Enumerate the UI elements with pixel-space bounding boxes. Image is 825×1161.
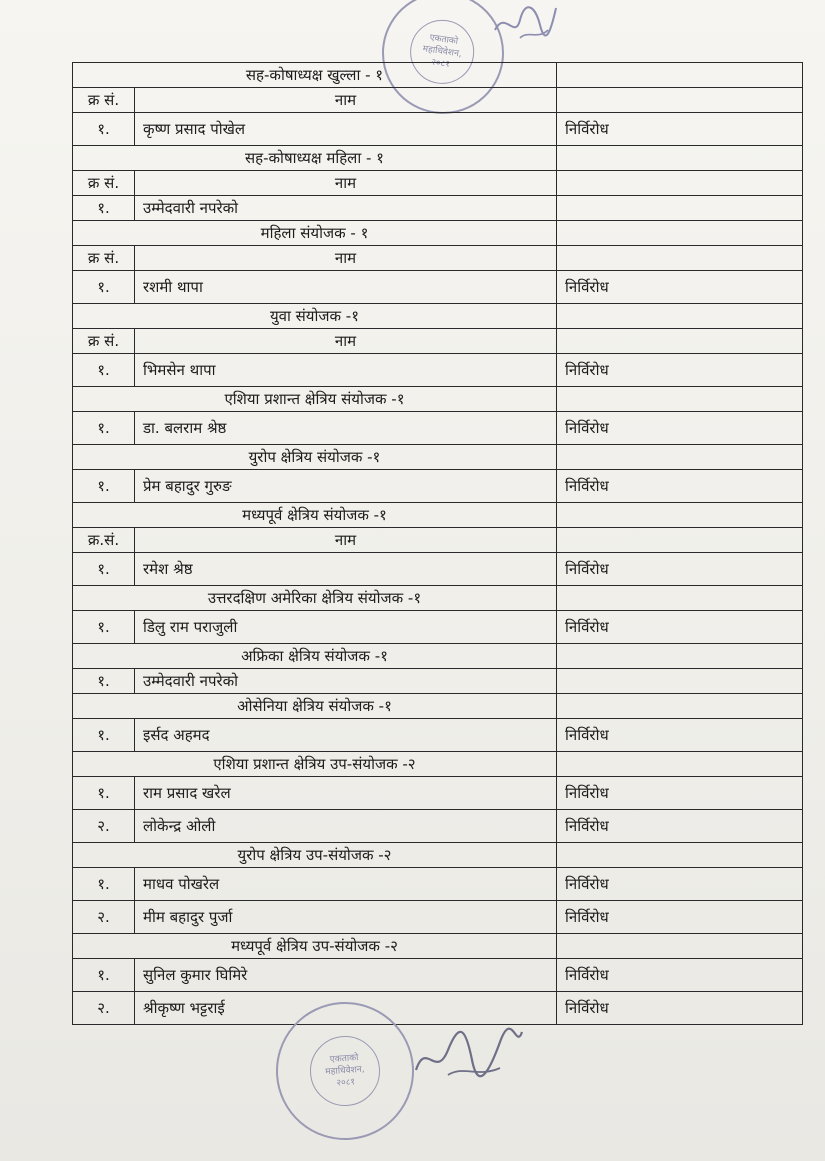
candidate-name: राम प्रसाद खरेल bbox=[135, 777, 557, 810]
column-header-name: नाम bbox=[135, 329, 557, 354]
candidate-name: लोकेन्द्र ओली bbox=[135, 810, 557, 843]
column-header-name: नाम bbox=[135, 171, 557, 196]
section-header-row bbox=[73, 644, 803, 669]
candidate-row bbox=[73, 271, 803, 304]
candidate-status: निर्विरोध bbox=[557, 901, 803, 934]
candidate-serial: १. bbox=[73, 271, 135, 304]
section-title: सह-कोषाध्यक्ष खुल्ला - १ bbox=[73, 63, 557, 88]
candidate-status: निर्विरोध bbox=[557, 470, 803, 503]
candidate-row bbox=[73, 354, 803, 387]
section-title: एशिया प्रशान्त क्षेत्रिय उप-संयोजक -२ bbox=[73, 752, 557, 777]
candidate-status: निर्विरोध bbox=[557, 959, 803, 992]
candidate-name: भिमसेन थापा bbox=[135, 354, 557, 387]
section-header-row bbox=[73, 694, 803, 719]
column-header-serial: क्र सं. bbox=[73, 171, 135, 196]
section-header-row bbox=[73, 387, 803, 412]
section-header-row bbox=[73, 146, 803, 171]
section-status-blank bbox=[557, 644, 803, 669]
candidate-name: सुनिल कुमार घिमिरे bbox=[135, 959, 557, 992]
column-header-serial: क्र सं. bbox=[73, 246, 135, 271]
column-header-row bbox=[73, 246, 803, 271]
candidate-name: उम्मेदवारी नपरेको bbox=[135, 196, 557, 221]
section-title: सह-कोषाध्यक्ष महिला - १ bbox=[73, 146, 557, 171]
candidate-name: रशमी थापा bbox=[135, 271, 557, 304]
candidate-status: निर्विरोध bbox=[557, 412, 803, 445]
candidate-serial: १. bbox=[73, 354, 135, 387]
candidate-serial: १. bbox=[73, 611, 135, 644]
candidate-row bbox=[73, 719, 803, 752]
section-title: युवा संयोजक -१ bbox=[73, 304, 557, 329]
candidate-row bbox=[73, 113, 803, 146]
section-header-row bbox=[73, 843, 803, 868]
section-title: मध्यपूर्व क्षेत्रिय संयोजक -१ bbox=[73, 503, 557, 528]
column-header-status bbox=[557, 88, 803, 113]
section-title: अफ्रिका क्षेत्रिय संयोजक -१ bbox=[73, 644, 557, 669]
candidate-row bbox=[73, 810, 803, 843]
candidate-serial: १. bbox=[73, 553, 135, 586]
column-header-status bbox=[557, 171, 803, 196]
stamp-center-line: २०८१ bbox=[430, 57, 451, 71]
candidate-serial: १. bbox=[73, 470, 135, 503]
candidate-name: उम्मेदवारी नपरेको bbox=[135, 669, 557, 694]
candidate-serial: १. bbox=[73, 412, 135, 445]
section-header-row bbox=[73, 503, 803, 528]
section-status-blank bbox=[557, 843, 803, 868]
column-header-status bbox=[557, 246, 803, 271]
section-status-blank bbox=[557, 63, 803, 88]
column-header-name: नाम bbox=[135, 246, 557, 271]
candidate-serial: १. bbox=[73, 669, 135, 694]
candidate-row bbox=[73, 901, 803, 934]
candidate-row bbox=[73, 777, 803, 810]
section-title: एशिया प्रशान्त क्षेत्रिय संयोजक -१ bbox=[73, 387, 557, 412]
section-title: युरोप क्षेत्रिय संयोजक -१ bbox=[73, 445, 557, 470]
candidate-serial: १. bbox=[73, 719, 135, 752]
column-header-row bbox=[73, 329, 803, 354]
candidate-status bbox=[557, 196, 803, 221]
stamp-center-line: महाधिवेशन, bbox=[421, 44, 463, 60]
candidate-serial: २. bbox=[73, 810, 135, 843]
column-header-row bbox=[73, 171, 803, 196]
candidate-status: निर्विरोध bbox=[557, 719, 803, 752]
section-title: महिला संयोजक - १ bbox=[73, 221, 557, 246]
section-header-row bbox=[73, 586, 803, 611]
candidate-row bbox=[73, 196, 803, 221]
section-title: ओसेनिया क्षेत्रिय संयोजक -१ bbox=[73, 694, 557, 719]
candidate-status: निर्विरोध bbox=[557, 777, 803, 810]
candidate-status bbox=[557, 669, 803, 694]
candidate-status: निर्विरोध bbox=[557, 992, 803, 1025]
column-header-name: नाम bbox=[135, 528, 557, 553]
section-header-row bbox=[73, 304, 803, 329]
candidate-name: डा. बलराम श्रेष्ठ bbox=[135, 412, 557, 445]
section-status-blank bbox=[557, 304, 803, 329]
candidate-row bbox=[73, 470, 803, 503]
candidate-serial: १. bbox=[73, 959, 135, 992]
column-header-row bbox=[73, 88, 803, 113]
stamp-center-line: एकताको bbox=[428, 33, 459, 47]
signature-top bbox=[490, 0, 560, 50]
stamp-center-line: एकताको bbox=[329, 1053, 359, 1066]
candidate-status: निर्विरोध bbox=[557, 868, 803, 901]
section-title: उत्तरदक्षिण अमेरिका क्षेत्रिय संयोजक -१ bbox=[73, 586, 557, 611]
candidate-name: कृष्ण प्रसाद पोखेल bbox=[135, 113, 557, 146]
candidate-name: मीम बहादुर पुर्जा bbox=[135, 901, 557, 934]
candidate-row bbox=[73, 868, 803, 901]
section-status-blank bbox=[557, 934, 803, 959]
candidate-name: माधव पोखरेल bbox=[135, 868, 557, 901]
column-header-row bbox=[73, 528, 803, 553]
candidate-row bbox=[73, 553, 803, 586]
candidate-status: निर्विरोध bbox=[557, 354, 803, 387]
section-status-blank bbox=[557, 586, 803, 611]
section-status-blank bbox=[557, 221, 803, 246]
stamp-center-line: महाधिवेशन, bbox=[325, 1064, 365, 1078]
candidate-name: श्रीकृष्ण भट्टराई bbox=[135, 992, 557, 1025]
section-header-row bbox=[73, 752, 803, 777]
candidate-status: निर्विरोध bbox=[557, 810, 803, 843]
section-status-blank bbox=[557, 146, 803, 171]
candidate-serial: २. bbox=[73, 901, 135, 934]
column-header-status bbox=[557, 329, 803, 354]
column-header-serial: क्र सं. bbox=[73, 88, 135, 113]
election-results-table bbox=[72, 62, 803, 1025]
column-header-status bbox=[557, 528, 803, 553]
column-header-serial: क्र.सं. bbox=[73, 528, 135, 553]
candidate-serial: १. bbox=[73, 868, 135, 901]
section-title: युरोप क्षेत्रिय उप-संयोजक -२ bbox=[73, 843, 557, 868]
section-status-blank bbox=[557, 387, 803, 412]
candidate-status: निर्विरोध bbox=[557, 553, 803, 586]
candidate-serial: २. bbox=[73, 992, 135, 1025]
candidate-name: प्रेम बहादुर गुरुङ bbox=[135, 470, 557, 503]
section-header-row bbox=[73, 445, 803, 470]
candidate-row bbox=[73, 412, 803, 445]
candidate-status: निर्विरोध bbox=[557, 113, 803, 146]
candidate-row bbox=[73, 611, 803, 644]
section-header-row bbox=[73, 934, 803, 959]
section-header-row bbox=[73, 63, 803, 88]
candidate-name: इर्सद अहमद bbox=[135, 719, 557, 752]
column-header-name: नाम bbox=[135, 88, 557, 113]
candidate-name: डिलु राम पराजुली bbox=[135, 611, 557, 644]
section-status-blank bbox=[557, 694, 803, 719]
candidate-serial: १. bbox=[73, 113, 135, 146]
section-status-blank bbox=[557, 752, 803, 777]
stamp-center-line: २०८१ bbox=[336, 1077, 356, 1089]
section-header-row bbox=[73, 221, 803, 246]
section-status-blank bbox=[557, 503, 803, 528]
candidate-status: निर्विरोध bbox=[557, 611, 803, 644]
candidate-row bbox=[73, 959, 803, 992]
candidate-status: निर्विरोध bbox=[557, 271, 803, 304]
candidate-serial: १. bbox=[73, 777, 135, 810]
candidate-name: रमेश श्रेष्ठ bbox=[135, 553, 557, 586]
column-header-serial: क्र सं. bbox=[73, 329, 135, 354]
signature-bottom bbox=[408, 1020, 528, 1090]
candidate-row bbox=[73, 669, 803, 694]
section-status-blank bbox=[557, 445, 803, 470]
candidate-serial: १. bbox=[73, 196, 135, 221]
section-title: मध्यपूर्व क्षेत्रिय उप-संयोजक -२ bbox=[73, 934, 557, 959]
